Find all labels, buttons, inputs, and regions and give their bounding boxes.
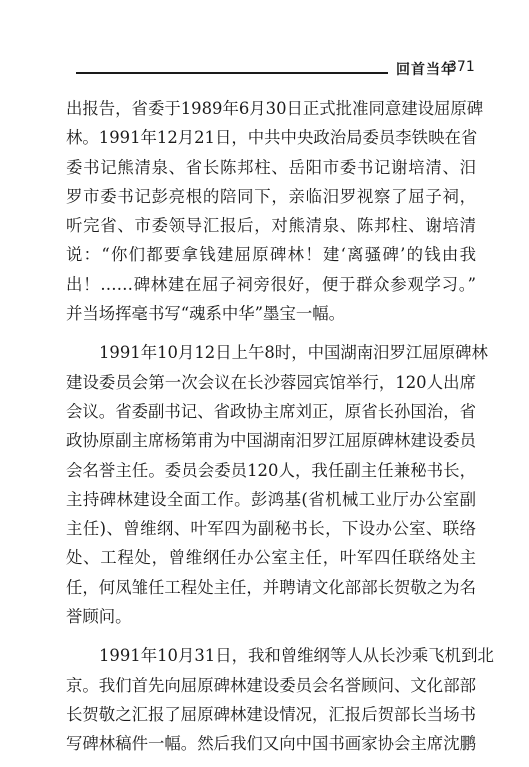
text-line: 1991年10月12日上午8时，中国湖南汨罗江屈原碑林 — [99, 343, 488, 363]
text-line: 建设委员会第一次会议在长沙蓉园宾馆举行，120人出席 — [66, 372, 476, 392]
text-line: 誉顾问。 — [66, 607, 132, 627]
text-line: 京。我们首先向屈原碑林建设委员会名誉顾问、文化部部 — [66, 675, 476, 695]
text-line: 会名誉主任。委员会委员120人，我任副主任兼秘书长， — [66, 460, 476, 480]
text-line: 林。1991年12月21日，中共中央政治局委员李铁映在省 — [66, 128, 478, 148]
text-line: 任，何凤雏任工程处主任，并聘请文化部部长贺敬之为名 — [66, 577, 476, 597]
header-rule — [76, 72, 388, 74]
paragraph-gap — [66, 328, 476, 338]
body-text — [66, 94, 494, 759]
text-line: 1991年10月31日，我和曾维纲等人从长沙乘飞机到北 — [99, 646, 494, 666]
text-line: 政协原副主席杨第甫为中国湖南汨罗江屈原碑林建设委员 — [66, 431, 476, 451]
text-line: 听完省、市委领导汇报后，对熊清泉、陈邦柱、谢培清 — [66, 216, 476, 236]
text-line: 罗市委书记彭亮根的陪同下，亲临汨罗视察了屈子祠， — [66, 186, 476, 206]
text-line: 主任)、曾维纲、叶军四为副秘书长，下设办公室、联络 — [66, 519, 476, 539]
text-line: 长贺敬之汇报了屈原碑林建设情况，汇报后贺部长当场书 — [66, 704, 476, 724]
text-line: 会议。省委副书记、省政协主席刘正，原省长孙国治，省 — [66, 401, 476, 421]
text-line: 出！……碑林建在屈子祠旁很好，便于群众参观学习。” — [66, 274, 476, 294]
text-line: 委书记熊清泉、省长陈邦柱、岳阳市委书记谢培清、汨 — [66, 157, 476, 177]
text-line: 并当场挥毫书写“魂系中华”墨宝一幅。 — [66, 304, 346, 324]
page-number: 371 — [448, 59, 475, 75]
running-header — [76, 55, 476, 79]
paragraph-gap — [66, 631, 476, 641]
running-title: 回首当年 — [396, 62, 456, 78]
text-line: 出报告，省委于1989年6月30日正式批准同意建设屈原碑 — [66, 99, 484, 118]
text-line: 写碑林稿件一幅。然后我们又向中国书画家协会主席沈鹏 — [66, 734, 476, 754]
text-line: 主持碑林建设全面工作。彭鸿基(省机械工业厅办公室副 — [66, 489, 476, 509]
text-line: 处、工程处，曾维纲任办公室主任，叶军四任联络处主 — [66, 548, 476, 568]
text-line: 说：“你们都要拿钱建屈原碑林！建‘离骚碑’的钱由我 — [66, 245, 476, 265]
